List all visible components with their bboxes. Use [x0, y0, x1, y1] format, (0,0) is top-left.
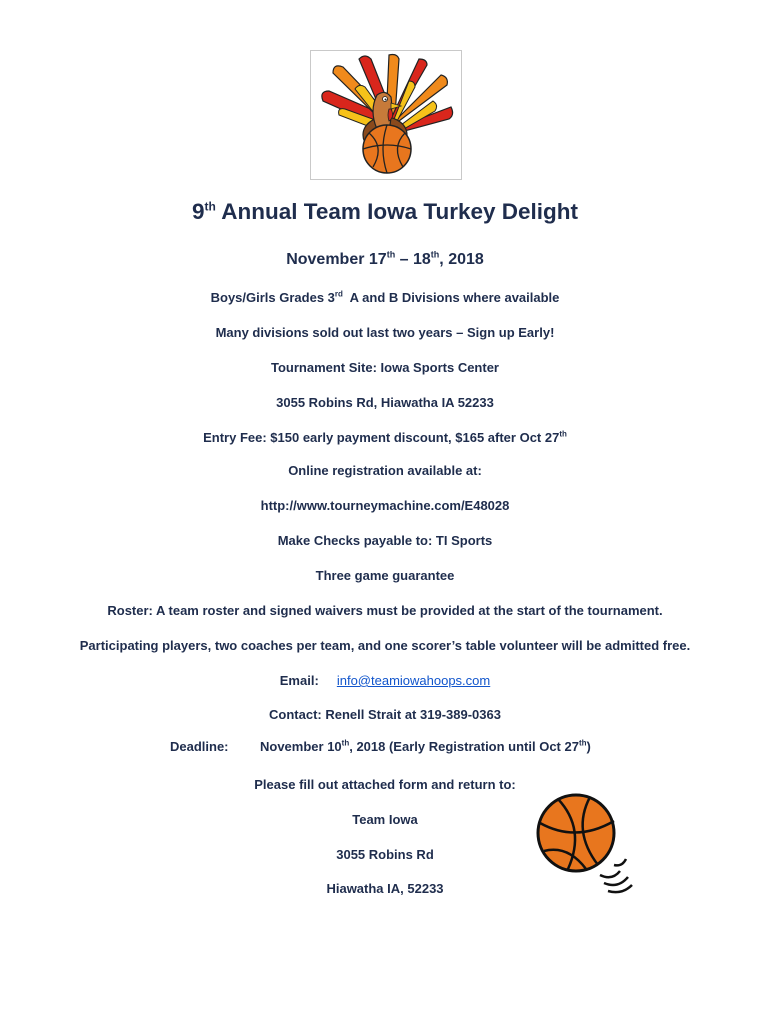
- entry-fee-text: Entry Fee: $150 early payment discount, $165 after Oct 27: [203, 430, 560, 445]
- dates-year: , 2018: [439, 251, 484, 268]
- grades-suffix: rd: [334, 289, 343, 299]
- title-ordinal-suffix: th: [204, 199, 216, 214]
- return-name: Team Iowa: [352, 812, 418, 827]
- return-street: 3055 Robins Rd: [336, 847, 434, 862]
- return-instructions: Please fill out attached form and return to:: [254, 777, 516, 792]
- title-ordinal: 9: [192, 199, 205, 224]
- early-registration-text: , 2018 (Early Registration until Oct 27: [349, 739, 579, 754]
- tournament-site: Tournament Site: Iowa Sports Center: [270, 360, 499, 375]
- dates-end-suffix: th: [430, 249, 440, 260]
- dates-start: November 17: [286, 251, 387, 268]
- turkey-basketball-icon: [311, 51, 461, 179]
- admitted-free-note: Participating players, two coaches per team, and one scorer’s table volunteer will be admitted free.: [79, 638, 691, 653]
- entry-fee: [0, 430, 770, 446]
- registration-url[interactable]: http://www.tourneymachine.com/E48028: [260, 498, 510, 513]
- early-registration-suffix: th: [578, 738, 587, 748]
- bouncing-basketball-icon: [528, 785, 638, 897]
- title-text: Annual Team Iowa Turkey Delight: [221, 199, 578, 224]
- sold-out-note: Many divisions sold out last two years – Sign up Early!: [215, 325, 555, 340]
- return-city: Hiawatha IA, 52233: [326, 881, 444, 896]
- contact-line: Contact: Renell Strait at 319-389-0363: [269, 707, 501, 722]
- dates-start-suffix: th: [386, 249, 396, 260]
- event-dates: [0, 250, 770, 270]
- deadline-line: [0, 739, 770, 757]
- entry-fee-suffix: th: [559, 429, 567, 439]
- grades-divisions: [0, 290, 770, 306]
- game-guarantee: Three game guarantee: [315, 568, 455, 583]
- grades-text: Boys/Girls Grades 3: [210, 290, 335, 305]
- online-registration: Online registration available at:: [288, 463, 482, 478]
- event-title: [0, 198, 770, 226]
- turkey-basketball-logo: [310, 50, 462, 180]
- divisions-text: A and B Divisions where available: [342, 290, 560, 305]
- email-label: Email:: [279, 673, 319, 688]
- deadline-date: November 10: [260, 739, 342, 754]
- deadline-value: [260, 739, 591, 755]
- deadline-close-paren: ): [586, 739, 591, 754]
- roster-note: Roster: A team roster and signed waivers must be provided at the start of the tournament.: [107, 603, 663, 618]
- email-line: [0, 673, 770, 689]
- checks-payable: Make Checks payable to: TI Sports: [277, 533, 493, 548]
- deadline-label: Deadline:: [170, 739, 229, 754]
- email-link[interactable]: info@teamiowahoops.com: [336, 673, 491, 688]
- dates-end: – 18: [395, 251, 431, 268]
- site-address: 3055 Robins Rd, Hiawatha IA 52233: [276, 395, 494, 410]
- deadline-date-suffix: th: [341, 738, 350, 748]
